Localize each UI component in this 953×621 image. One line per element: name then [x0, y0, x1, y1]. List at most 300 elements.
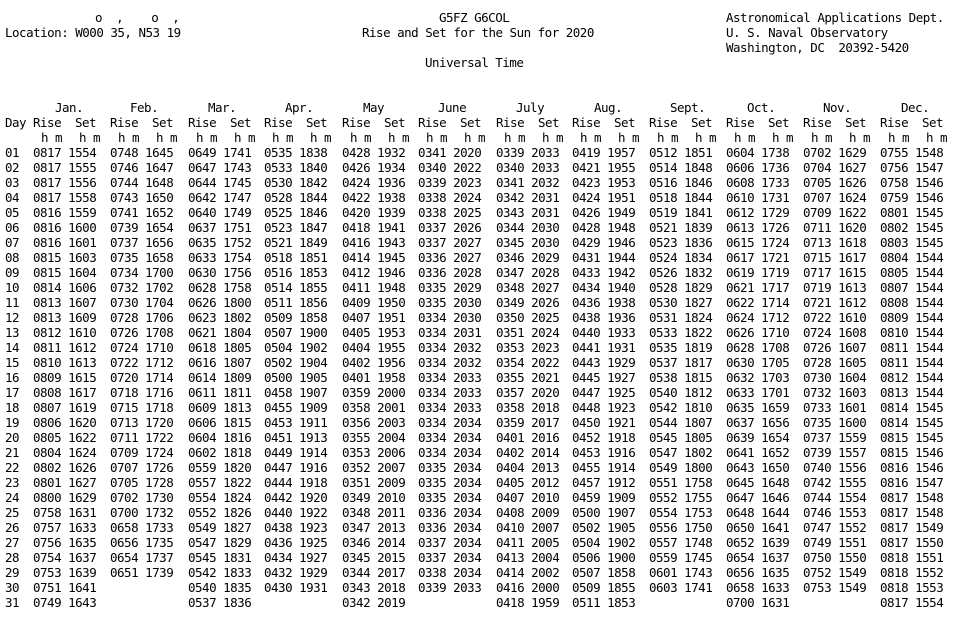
rise-set-cell: 0718 1716	[110, 385, 174, 400]
rise-set-cell: 0432 1929	[264, 565, 328, 580]
rise-set-cell: 0533 1822	[649, 325, 713, 340]
rise-set-cell: 0803 1545	[880, 235, 944, 250]
rise-set-cell: 0411 2005	[496, 535, 560, 550]
rise-set-cell: 0418 1941	[342, 220, 406, 235]
rise-set-cell: 0637 1656	[726, 415, 790, 430]
rise-set-cell: 0742 1555	[803, 475, 867, 490]
rise-set-cell: 0617 1721	[726, 250, 790, 265]
rise-set-cell: 0416 2000	[496, 580, 560, 595]
day-number: 12	[5, 310, 20, 325]
rise-set-cell: 0814 1545	[880, 400, 944, 415]
day-number: 05	[5, 205, 20, 220]
rise-set-cell: 0440 1933	[572, 325, 636, 340]
rise-set-cell: 0335 2029	[418, 280, 482, 295]
month-heading: Dec.	[901, 100, 930, 115]
rise-set-cell: 0341 2032	[496, 175, 560, 190]
rise-set-cell: 0443 1929	[572, 355, 636, 370]
rise-units: h m	[504, 130, 526, 145]
rise-set-cell: 0645 1648	[726, 475, 790, 490]
rise-set-cell: 0652 1639	[726, 535, 790, 550]
rise-set-cell: 0608 1733	[726, 175, 790, 190]
day-number: 10	[5, 280, 20, 295]
station-codes: G5FZ G6COL	[439, 10, 510, 25]
rise-set-cell: 0711 1620	[803, 220, 867, 235]
day-number: 29	[5, 565, 20, 580]
location-degree-marks: o , o ,	[95, 10, 180, 25]
rise-set-cell: 0528 1829	[649, 280, 713, 295]
rise-set-cell: 0340 2022	[418, 160, 482, 175]
rise-set-cell: 0402 1956	[342, 355, 406, 370]
rise-set-cell: 0346 2029	[496, 250, 560, 265]
rise-set-cell: 0614 1809	[188, 370, 252, 385]
rise-set-cell: 0339 2033	[496, 145, 560, 160]
rise-set-cell: 0428 1932	[342, 145, 406, 160]
rise-set-cell: 0338 2034	[418, 565, 482, 580]
rise-set-cell: 0351 2024	[496, 325, 560, 340]
set-heading: Set	[845, 115, 867, 130]
rise-set-cell: 0812 1544	[880, 370, 944, 385]
rise-set-cell: 0759 1546	[880, 190, 944, 205]
rise-set-cell: 0734 1700	[110, 265, 174, 280]
rise-set-cell: 0421 1955	[572, 160, 636, 175]
rise-set-cell: 0447 1916	[264, 460, 328, 475]
rise-set-cell: 0647 1646	[726, 490, 790, 505]
rise-set-cell: 0709 1622	[803, 205, 867, 220]
rise-set-cell: 0733 1601	[803, 400, 867, 415]
day-number: 06	[5, 220, 20, 235]
rise-set-cell: 0433 1942	[572, 265, 636, 280]
rise-heading: Rise	[496, 115, 525, 130]
rise-set-cell: 0612 1729	[726, 205, 790, 220]
rise-set-cell: 0713 1720	[110, 415, 174, 430]
rise-set-cell: 0549 1800	[649, 460, 713, 475]
rise-set-cell: 0337 2034	[418, 550, 482, 565]
rise-set-cell: 0642 1747	[188, 190, 252, 205]
rise-set-cell: 0715 1617	[803, 250, 867, 265]
day-number: 01	[5, 145, 20, 160]
set-units: h m	[79, 130, 101, 145]
rise-set-cell: 0753 1639	[33, 565, 97, 580]
rise-set-cell: 0802 1545	[880, 220, 944, 235]
rise-set-cell: 0336 2027	[418, 250, 482, 265]
rise-set-cell: 0424 1936	[342, 175, 406, 190]
rise-set-cell: 0334 2033	[418, 385, 482, 400]
rise-units: h m	[426, 130, 448, 145]
rise-set-cell: 0507 1858	[572, 565, 636, 580]
rise-set-cell: 0500 1907	[572, 505, 636, 520]
rise-set-cell: 0601 1743	[649, 565, 713, 580]
rise-set-cell: 0554 1753	[649, 505, 713, 520]
rise-set-cell: 0648 1644	[726, 505, 790, 520]
rise-set-cell: 0358 2018	[496, 400, 560, 415]
set-units: h m	[234, 130, 256, 145]
rise-set-cell: 0349 2026	[496, 295, 560, 310]
rise-set-cell: 0751 1641	[33, 580, 97, 595]
day-number: 18	[5, 400, 20, 415]
rise-set-cell: 0337 2027	[418, 235, 482, 250]
month-heading: Mar.	[208, 100, 237, 115]
rise-heading: Rise	[110, 115, 139, 130]
rise-set-cell: 0616 1807	[188, 355, 252, 370]
rise-heading: Rise	[342, 115, 371, 130]
rise-set-cell: 0749 1643	[33, 595, 97, 610]
rise-set-cell: 0450 1921	[572, 415, 636, 430]
rise-set-cell: 0554 1824	[188, 490, 252, 505]
rise-set-cell: 0429 1946	[572, 235, 636, 250]
rise-set-cell: 0531 1824	[649, 310, 713, 325]
rise-set-cell: 0516 1846	[649, 175, 713, 190]
month-heading: Sept.	[670, 100, 706, 115]
rise-set-cell: 0430 1931	[264, 580, 328, 595]
rise-set-cell: 0753 1549	[803, 580, 867, 595]
rise-set-cell: 0354 2022	[496, 355, 560, 370]
rise-set-cell: 0521 1849	[264, 235, 328, 250]
month-heading: July	[516, 100, 545, 115]
rise-set-cell: 0711 1722	[110, 430, 174, 445]
rise-units: h m	[41, 130, 63, 145]
rise-set-cell: 0609 1813	[188, 400, 252, 415]
observatory-address: Washington, DC 20392-5420	[726, 40, 909, 55]
set-heading: Set	[922, 115, 944, 130]
rise-set-cell: 0610 1731	[726, 190, 790, 205]
day-number: 26	[5, 520, 20, 535]
rise-set-cell: 0552 1826	[188, 505, 252, 520]
rise-set-cell: 0535 1819	[649, 340, 713, 355]
rise-set-cell: 0448 1923	[572, 400, 636, 415]
rise-set-cell: 0504 1902	[572, 535, 636, 550]
rise-set-cell: 0801 1545	[880, 205, 944, 220]
day-number: 23	[5, 475, 20, 490]
rise-set-cell: 0334 2034	[418, 415, 482, 430]
rise-set-cell: 0754 1637	[33, 550, 97, 565]
rise-set-cell: 0559 1820	[188, 460, 252, 475]
rise-set-cell: 0353 2006	[342, 445, 406, 460]
rise-set-cell: 0444 1918	[264, 475, 328, 490]
rise-set-cell: 0334 2032	[418, 355, 482, 370]
rise-set-cell: 0438 1923	[264, 520, 328, 535]
set-heading: Set	[75, 115, 97, 130]
rise-set-cell: 0540 1835	[188, 580, 252, 595]
rise-set-cell: 0758 1631	[33, 505, 97, 520]
rise-set-cell: 0357 2020	[496, 385, 560, 400]
rise-set-cell: 0707 1726	[110, 460, 174, 475]
rise-set-cell: 0801 1627	[33, 475, 97, 490]
rise-set-cell: 0521 1839	[649, 220, 713, 235]
rise-set-cell: 0339 2023	[418, 175, 482, 190]
rise-set-cell: 0337 2026	[418, 220, 482, 235]
rise-set-cell: 0735 1658	[110, 250, 174, 265]
rise-set-cell: 0338 2024	[418, 190, 482, 205]
day-number: 21	[5, 445, 20, 460]
rise-set-cell: 0452 1918	[572, 430, 636, 445]
set-units: h m	[464, 130, 486, 145]
rise-set-cell: 0359 2017	[496, 415, 560, 430]
rise-set-cell: 0353 2023	[496, 340, 560, 355]
rise-set-cell: 0808 1544	[880, 295, 944, 310]
day-number: 27	[5, 535, 20, 550]
rise-set-cell: 0335 2034	[418, 475, 482, 490]
document-title: Rise and Set for the Sun for 2020	[362, 25, 594, 40]
set-heading: Set	[768, 115, 790, 130]
rise-set-cell: 0702 1629	[803, 145, 867, 160]
rise-set-cell: 0816 1559	[33, 205, 97, 220]
set-heading: Set	[230, 115, 252, 130]
set-heading: Set	[384, 115, 406, 130]
month-heading: Aug.	[594, 100, 623, 115]
rise-set-cell: 0602 1818	[188, 445, 252, 460]
rise-set-cell: 0817 1549	[880, 520, 944, 535]
rise-set-cell: 0336 2034	[418, 505, 482, 520]
rise-set-cell: 0816 1600	[33, 220, 97, 235]
rise-set-cell: 0519 1841	[649, 205, 713, 220]
rise-set-cell: 0414 2002	[496, 565, 560, 580]
rise-set-cell: 0628 1708	[726, 340, 790, 355]
rise-set-cell: 0814 1545	[880, 415, 944, 430]
rise-set-cell: 0507 1900	[264, 325, 328, 340]
rise-set-cell: 0523 1836	[649, 235, 713, 250]
rise-set-cell: 0335 2034	[418, 460, 482, 475]
rise-units: h m	[272, 130, 294, 145]
rise-set-cell: 0504 1902	[264, 340, 328, 355]
rise-set-cell: 0739 1654	[110, 220, 174, 235]
rise-set-cell: 0530 1842	[264, 175, 328, 190]
rise-set-cell: 0752 1549	[803, 565, 867, 580]
rise-set-cell: 0639 1654	[726, 430, 790, 445]
rise-set-cell: 0359 2000	[342, 385, 406, 400]
rise-units: h m	[657, 130, 679, 145]
rise-set-cell: 0809 1615	[33, 370, 97, 385]
rise-set-cell: 0717 1615	[803, 265, 867, 280]
rise-set-cell: 0445 1927	[572, 370, 636, 385]
rise-set-cell: 0436 1938	[572, 295, 636, 310]
set-units: h m	[618, 130, 640, 145]
rise-set-cell: 0356 2003	[342, 415, 406, 430]
rise-set-cell: 0807 1544	[880, 280, 944, 295]
rise-set-cell: 0658 1733	[110, 520, 174, 535]
rise-heading: Rise	[264, 115, 293, 130]
rise-set-cell: 0525 1846	[264, 205, 328, 220]
rise-set-cell: 0401 2016	[496, 430, 560, 445]
rise-set-cell: 0705 1626	[803, 175, 867, 190]
rise-set-cell: 0334 2033	[418, 370, 482, 385]
rise-set-cell: 0458 1907	[264, 385, 328, 400]
rise-set-cell: 0545 1831	[188, 550, 252, 565]
rise-set-cell: 0414 1945	[342, 250, 406, 265]
rise-set-cell: 0358 2001	[342, 400, 406, 415]
rise-set-cell: 0744 1554	[803, 490, 867, 505]
rise-set-cell: 0635 1659	[726, 400, 790, 415]
rise-set-cell: 0720 1714	[110, 370, 174, 385]
rise-set-cell: 0814 1606	[33, 280, 97, 295]
rise-set-cell: 0528 1844	[264, 190, 328, 205]
set-heading: Set	[691, 115, 713, 130]
rise-set-cell: 0559 1745	[649, 550, 713, 565]
set-heading: Set	[460, 115, 482, 130]
rise-set-cell: 0542 1810	[649, 400, 713, 415]
rise-set-cell: 0613 1726	[726, 220, 790, 235]
rise-set-cell: 0453 1916	[572, 445, 636, 460]
rise-set-cell: 0343 2031	[496, 205, 560, 220]
rise-set-cell: 0405 2012	[496, 475, 560, 490]
rise-set-cell: 0441 1931	[572, 340, 636, 355]
rise-set-cell: 0816 1601	[33, 235, 97, 250]
rise-set-cell: 0502 1905	[572, 520, 636, 535]
rise-set-cell: 0724 1710	[110, 340, 174, 355]
rise-set-cell: 0518 1851	[264, 250, 328, 265]
rise-set-cell: 0809 1544	[880, 310, 944, 325]
rise-heading: Rise	[880, 115, 909, 130]
day-number: 13	[5, 325, 20, 340]
set-units: h m	[849, 130, 871, 145]
rise-set-cell: 0633 1754	[188, 250, 252, 265]
rise-set-cell: 0412 1946	[342, 265, 406, 280]
rise-set-cell: 0649 1741	[188, 145, 252, 160]
rise-set-cell: 0335 2034	[418, 490, 482, 505]
rise-set-cell: 0817 1550	[880, 535, 944, 550]
rise-set-cell: 0413 2004	[496, 550, 560, 565]
day-number: 09	[5, 265, 20, 280]
rise-set-cell: 0744 1648	[110, 175, 174, 190]
rise-set-cell: 0404 1955	[342, 340, 406, 355]
day-number: 25	[5, 505, 20, 520]
rise-set-cell: 0630 1705	[726, 355, 790, 370]
month-heading: Apr.	[285, 100, 314, 115]
rise-set-cell: 0637 1751	[188, 220, 252, 235]
rise-set-cell: 0455 1909	[264, 400, 328, 415]
rise-set-cell: 0404 2013	[496, 460, 560, 475]
rise-set-cell: 0715 1718	[110, 400, 174, 415]
rise-set-cell: 0407 2010	[496, 490, 560, 505]
rise-set-cell: 0419 1957	[572, 145, 636, 160]
rise-set-cell: 0702 1730	[110, 490, 174, 505]
rise-set-cell: 0812 1610	[33, 325, 97, 340]
rise-set-cell: 0721 1612	[803, 295, 867, 310]
rise-set-cell: 0523 1847	[264, 220, 328, 235]
rise-set-cell: 0606 1815	[188, 415, 252, 430]
rise-set-cell: 0713 1618	[803, 235, 867, 250]
rise-set-cell: 0440 1922	[264, 505, 328, 520]
day-number: 19	[5, 415, 20, 430]
rise-set-cell: 0630 1756	[188, 265, 252, 280]
rise-set-cell: 0347 2013	[342, 520, 406, 535]
set-units: h m	[772, 130, 794, 145]
rise-heading: Rise	[572, 115, 601, 130]
rise-set-cell: 0746 1553	[803, 505, 867, 520]
rise-set-cell: 0730 1604	[803, 370, 867, 385]
rise-set-cell: 0402 2014	[496, 445, 560, 460]
rise-set-cell: 0401 1958	[342, 370, 406, 385]
rise-set-cell: 0737 1656	[110, 235, 174, 250]
set-heading: Set	[152, 115, 174, 130]
rise-set-cell: 0447 1925	[572, 385, 636, 400]
rise-set-cell: 0345 2030	[496, 235, 560, 250]
rise-set-cell: 0500 1905	[264, 370, 328, 385]
rise-set-cell: 0709 1724	[110, 445, 174, 460]
rise-set-cell: 0604 1816	[188, 430, 252, 445]
rise-set-cell: 0348 2011	[342, 505, 406, 520]
rise-set-cell: 0815 1545	[880, 430, 944, 445]
month-heading: Nov.	[823, 100, 852, 115]
rise-set-cell: 0817 1556	[33, 175, 97, 190]
rise-set-cell: 0604 1738	[726, 145, 790, 160]
rise-set-cell: 0538 1815	[649, 370, 713, 385]
rise-set-cell: 0438 1936	[572, 310, 636, 325]
rise-set-cell: 0623 1802	[188, 310, 252, 325]
rise-set-cell: 0537 1817	[649, 355, 713, 370]
day-number: 28	[5, 550, 20, 565]
rise-set-cell: 0707 1624	[803, 190, 867, 205]
rise-set-cell: 0509 1855	[572, 580, 636, 595]
rise-set-cell: 0740 1556	[803, 460, 867, 475]
rise-set-cell: 0621 1717	[726, 280, 790, 295]
rise-set-cell: 0420 1939	[342, 205, 406, 220]
rise-set-cell: 0511 1856	[264, 295, 328, 310]
rise-heading: Rise	[649, 115, 678, 130]
rise-set-cell: 0624 1712	[726, 310, 790, 325]
rise-set-cell: 0436 1925	[264, 535, 328, 550]
set-heading: Set	[538, 115, 560, 130]
rise-set-cell: 0355 2004	[342, 430, 406, 445]
rise-set-cell: 0549 1827	[188, 520, 252, 535]
rise-set-cell: 0405 1953	[342, 325, 406, 340]
rise-set-cell: 0355 2021	[496, 370, 560, 385]
rise-set-cell: 0804 1544	[880, 250, 944, 265]
rise-set-cell: 0335 2030	[418, 295, 482, 310]
set-units: h m	[542, 130, 564, 145]
rise-set-cell: 0512 1851	[649, 145, 713, 160]
day-number: 14	[5, 340, 20, 355]
rise-set-cell: 0451 1913	[264, 430, 328, 445]
rise-set-cell: 0635 1752	[188, 235, 252, 250]
rise-set-cell: 0632 1703	[726, 370, 790, 385]
rise-set-cell: 0411 1948	[342, 280, 406, 295]
day-number: 17	[5, 385, 20, 400]
rise-set-cell: 0502 1904	[264, 355, 328, 370]
rise-set-cell: 0817 1554	[880, 595, 944, 610]
rise-set-cell: 0348 2027	[496, 280, 560, 295]
rise-set-cell: 0347 2028	[496, 265, 560, 280]
rise-set-cell: 0453 1911	[264, 415, 328, 430]
rise-set-cell: 0530 1827	[649, 295, 713, 310]
rise-set-cell: 0647 1743	[188, 160, 252, 175]
rise-set-cell: 0535 1838	[264, 145, 328, 160]
rise-set-cell: 0626 1800	[188, 295, 252, 310]
rise-set-cell: 0818 1551	[880, 550, 944, 565]
rise-units: h m	[580, 130, 602, 145]
rise-set-cell: 0409 1950	[342, 295, 406, 310]
rise-units: h m	[734, 130, 756, 145]
day-number: 31	[5, 595, 20, 610]
rise-set-cell: 0338 2025	[418, 205, 482, 220]
rise-set-cell: 0442 1920	[264, 490, 328, 505]
rise-set-cell: 0455 1914	[572, 460, 636, 475]
rise-set-cell: 0641 1652	[726, 445, 790, 460]
set-units: h m	[926, 130, 948, 145]
rise-units: h m	[118, 130, 140, 145]
rise-set-cell: 0732 1603	[803, 385, 867, 400]
rise-set-cell: 0557 1748	[649, 535, 713, 550]
rise-set-cell: 0748 1645	[110, 145, 174, 160]
location-line: Location: W000 35, N53 19	[5, 25, 181, 40]
rise-set-cell: 0813 1609	[33, 310, 97, 325]
rise-set-cell: 0428 1948	[572, 220, 636, 235]
rise-set-cell: 0352 2007	[342, 460, 406, 475]
rise-set-cell: 0426 1949	[572, 205, 636, 220]
rise-set-cell: 0407 1951	[342, 310, 406, 325]
rise-set-cell: 0758 1546	[880, 175, 944, 190]
day-number: 16	[5, 370, 20, 385]
rise-set-cell: 0342 2019	[342, 595, 406, 610]
